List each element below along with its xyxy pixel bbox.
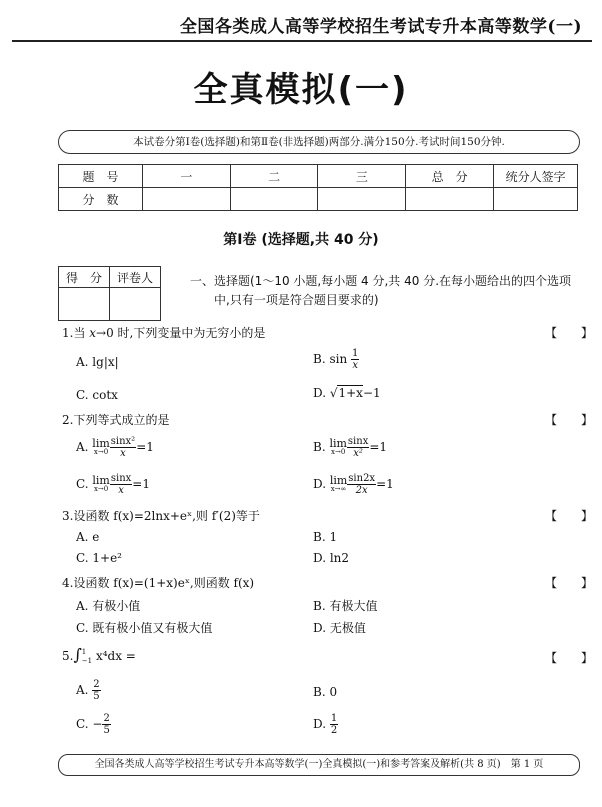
q5-option-d: D. $\frac{1}{2}$: [313, 713, 338, 736]
q2-option-b: B. lim x→0 $\frac{\sin x}{\text{x²}}$ =1: [313, 436, 388, 459]
score-cell: 题 号: [59, 165, 143, 188]
question-5-stem: 5.∫ 1 −1 x⁴dx =: [62, 645, 136, 665]
answer-bracket: 【 】: [545, 651, 594, 665]
score-table-value-row: [59, 188, 578, 211]
q2-option-c: C. lim x→0 $\frac{\sin x}{x}$ =1: [76, 473, 150, 496]
score-cell: 统分人签字: [494, 165, 578, 188]
section-heading-line2: 中,只有一项是符合题目要求的): [214, 293, 379, 307]
score-cell: 三: [318, 165, 406, 188]
q5-option-a: A. $\frac{2}{5}$: [76, 679, 100, 702]
q3-option-a: A. e: [76, 530, 100, 544]
page-footer: 全国各类成人高等学校招生考试专升本高等数学(一)全真模拟(一)和参考答案及解析(共 8 页) 第 1 页: [58, 754, 580, 776]
q5-option-b: B. 0: [313, 685, 338, 699]
q5-option-c: C. − $\frac{2}{5}$: [76, 713, 110, 736]
intro-note: 本试卷分第Ⅰ卷(选择题)和第Ⅱ卷(非选择题)两部分.满分150分.考试时间150分钟.: [58, 130, 580, 154]
grader-box: [58, 266, 161, 321]
q3-option-c: C. 1+e²: [76, 551, 122, 565]
answer-bracket: 【 】: [545, 576, 594, 590]
question-1-stem: 1.当 x→0 时,下列变量中为无穷小的是: [62, 326, 266, 340]
q2-option-a: A. lim x→0 $\frac{\text{sinx²}}{x}$ =1: [76, 436, 154, 459]
q1-option-d: D. √1+x−1: [313, 386, 381, 400]
score-cell: 一: [143, 165, 231, 188]
score-cell: 总 分: [406, 165, 494, 188]
score-cell: 二: [230, 165, 318, 188]
q4-option-b: B. 有极大值: [313, 599, 378, 613]
grader-reviewer-label: 评卷人: [110, 267, 161, 288]
score-cell: [318, 188, 406, 211]
answer-bracket: 【 】: [545, 509, 594, 523]
page-title: 全真模拟(一): [193, 70, 409, 110]
q4-option-d: D. 无极值: [313, 621, 366, 635]
score-table-header-row: [59, 165, 578, 188]
score-cell: [494, 188, 578, 211]
section-heading: [190, 272, 590, 310]
answer-bracket: 【 】: [545, 326, 594, 340]
q4-option-a: A. 有极小值: [76, 599, 141, 613]
q2-option-d: D. lim x→∞ $\frac{\sin 2x}{2x}$ =1: [313, 473, 394, 496]
score-cell: [143, 188, 231, 211]
question-4-stem: 4.设函数 f(x)=(1+x)eˣ,则函数 f(x): [62, 576, 255, 590]
q1-option-c: C. cotx: [76, 388, 118, 402]
grader-cell: [59, 288, 110, 321]
q1-option-a: A. lg|x|: [76, 355, 119, 369]
q1-option-b: B. sin $\frac{1}{x}$: [313, 348, 359, 371]
score-table: [58, 164, 578, 211]
score-cell: [230, 188, 318, 211]
score-cell: 分 数: [59, 188, 143, 211]
answer-bracket: 【 】: [545, 413, 594, 427]
series-title: 全国各类成人高等学校招生考试专升本高等数学(一): [179, 17, 582, 37]
part-title: 第Ⅰ卷 (选择题,共 40 分): [223, 232, 379, 248]
q3-option-b: B. 1: [313, 530, 338, 544]
score-cell: [406, 188, 494, 211]
header-rule: [12, 40, 592, 42]
grader-cell: [110, 288, 161, 321]
question-2-stem: 2.下列等式成立的是: [62, 413, 170, 427]
grader-score-label: 得 分: [59, 267, 110, 288]
q4-option-c: C. 既有极小值又有极大值: [76, 621, 213, 635]
question-3-stem: 3.设函数 f(x)=2lnx+eˣ,则 f′(2)等于: [62, 509, 260, 523]
section-heading-line1: 一、选择题(1～10 小题,每小题 4 分,共 40 分.在每小题给出的四个选项: [190, 274, 572, 288]
q3-option-d: D. ln2: [313, 551, 350, 565]
